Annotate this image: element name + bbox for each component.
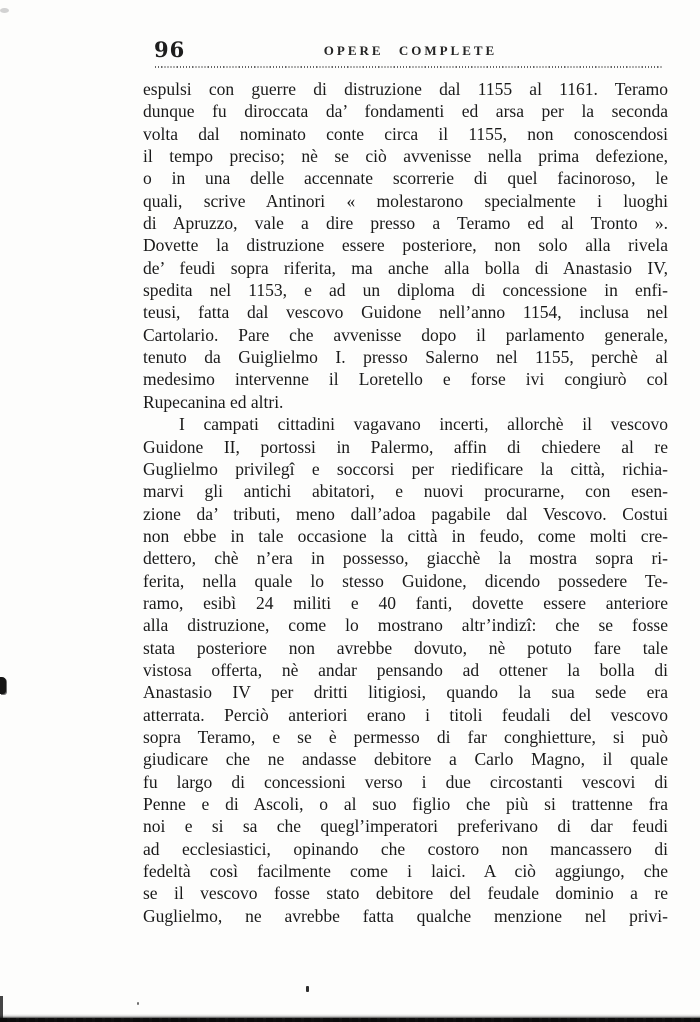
text-line: Guglielmo, ne avrebbe fatta qualche menzione nel privi- — [143, 905, 668, 926]
scan-speck — [306, 986, 309, 992]
text-line: spedita nel 1153, e ad un diploma di concessione in enfi- — [143, 280, 668, 301]
text-line: ad ecclesiastici, opinando che costoro non mancassero di — [143, 838, 668, 859]
text-line: fu largo di concessioni verso i due circostanti vescovi di — [143, 771, 668, 792]
text-line: espulsi con guerre di distruzione dal 1155 al 1161. Teramo — [143, 79, 668, 99]
text-line: il tempo preciso; nè se ciò avvenisse nella prima defezione, — [143, 146, 668, 167]
text-line: Cartolario. Pare che avvenisse dopo il parlamento generale, — [143, 324, 668, 345]
page-bottom-edge — [0, 1014, 700, 1022]
text-line: di Apruzzo, vale a dire presso a Teramo ed al Tronto ». — [143, 213, 668, 234]
text-line: ramo, esibì 24 militi e 40 fanti, dovette essere anteriore — [143, 592, 668, 613]
text-line: marvi gli antichi abitatori, e nuovi procurarne, con esen- — [143, 481, 668, 502]
running-header: OPERE COMPLETE — [323, 43, 498, 58]
text-line: Guglielmo privilegî e soccorsi per riedificare la città, richia- — [143, 458, 668, 479]
text-line: Guidone II, portossi in Palermo, affin di chiedere al re — [143, 436, 668, 457]
text-line: tenuto da Guiglielmo I. presso Salerno nel 1155, perchè al — [143, 347, 668, 368]
text-line: dettero, chè n’era in possesso, giacchè la mostra sopra ri- — [143, 548, 668, 569]
text-line: volta dal nominato conte circa il 1155, non conoscendosi — [143, 123, 668, 144]
paragraph — [143, 78, 668, 413]
scan-speck — [137, 1002, 139, 1005]
text-line: atterrata. Perciò anteriori erano i titoli feudali del vescovo — [143, 704, 668, 725]
text-line: giudicare che ne andasse debitore a Carlo Magno, il quale — [143, 749, 668, 770]
text-line: Anastasio IV per dritti litigiosi, quando la sua sede era — [143, 682, 668, 703]
text-line: I campati cittadini vagavano incerti, allorchè il vescovo — [179, 414, 668, 435]
ink-blot — [0, 677, 6, 694]
text-line: de’ feudi sopra riferita, ma anche alla bolla di Anastasio IV, — [143, 257, 668, 278]
text-line: sopra Teramo, e se è permesso di far conghietture, si può — [143, 726, 668, 747]
text-line: medesimo intervenne il Loretello e forse ivi congiurò col — [143, 369, 668, 390]
text-line: Rupecanina ed altri. — [143, 391, 284, 412]
text-line: fedeltà così facilmente come i laici. A ciò aggiungo, che — [143, 861, 668, 882]
text-line: stata posteriore non avrebbe dovuto, nè potuto fare tale — [143, 637, 668, 658]
page-number: 96 — [154, 37, 186, 62]
text-line: noi e si sa che quegl’imperatori preferivano di dar feudi — [143, 816, 668, 837]
text-line: dunque fu diroccata da’ fondamenti ed arsa per la seconda — [143, 101, 668, 122]
text-line: vistosa offerta, nè andar pensando ad ottener la bolla di — [143, 659, 668, 680]
text-line: zione da’ tributi, meno dall’adoa pagabile dal Vescovo. Costui — [143, 503, 668, 524]
text-line: alla distruzione, come lo mostrano altr’indizî: che se fosse — [143, 615, 668, 636]
text-line: Penne e di Ascoli, o al suo figlio che più si trattenne fra — [143, 794, 668, 814]
text-block — [143, 78, 668, 927]
text-line: ferita, nella quale lo stesso Guidone, dicendo possedere Te- — [143, 570, 668, 591]
text-line: o in una delle accennate scorrerie di quel facinoroso, le — [143, 168, 668, 189]
scan-speck — [0, 8, 9, 13]
dotted-rule — [155, 66, 662, 68]
text-line: non ebbe in tale occasione la città in feudo, come molti cre- — [143, 525, 668, 546]
paragraph — [143, 413, 668, 927]
text-line: Dovette la distruzione essere posteriore, non solo alla rivela — [143, 235, 668, 256]
text-line: quali, scrive Antinori « molestarono specialmente i luoghi — [143, 190, 668, 211]
text-line: teusi, fatta dal vescovo Guidone nell’anno 1154, inclusa nel — [143, 302, 668, 323]
text-line: se il vescovo fosse stato debitore del feudale dominio a re — [143, 883, 668, 904]
